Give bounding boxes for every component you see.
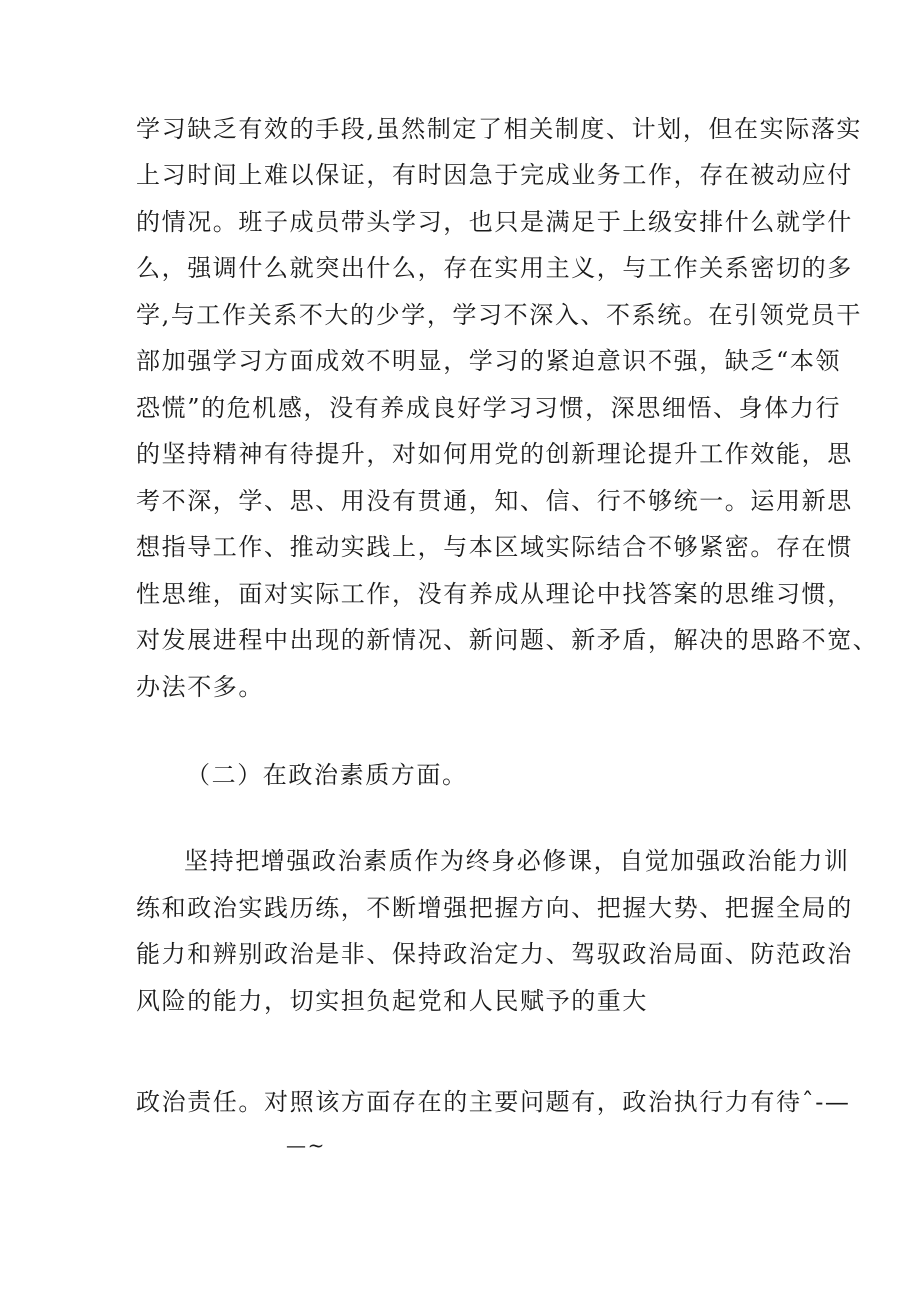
- text-line: 办法不多。: [136, 673, 264, 701]
- text-line: 恐慌”的危机感，没有养成良好学习习惯，深思细悟、身体力行: [136, 394, 842, 422]
- text-line: 上习时间上难以保证，有时因急于完成业务工作，存在被动应付: [136, 161, 853, 189]
- text-fragment: —~: [286, 1133, 326, 1157]
- text-line: 风险的能力，切实担负起党和人民赋予的重大: [136, 987, 648, 1015]
- text-line: 坚持把增强政治素质作为终身必修课，自觉加强政治能力训: [184, 847, 850, 875]
- text-line: 学习缺乏有效的手段,虽然制定了相关制度、计划，但在实际落实: [136, 115, 863, 143]
- text-line: 能力和辨别政治是非、保持政治定力、驾驭政治局面、防范政治: [136, 940, 853, 968]
- text-line: 性思维，面对实际工作，没有养成从理论中找答案的思维习惯，: [136, 580, 853, 608]
- text-line: 想指导工作、推动实践上，与本区域实际结合不够紧密。存在惯: [136, 533, 853, 561]
- text-line: 考不深，学、思、用没有贯通，知、信、行不够统一。运用新思: [136, 487, 853, 515]
- text-line: 对发展进程中出现的新情况、新问题、新矛盾，解决的思路不宽、: [136, 626, 879, 654]
- text-line: 的坚持精神有待提升，对如何用党的创新理论提升工作效能，思: [136, 440, 853, 468]
- text-line: 练和政治实践历练，不断增强把握方向、把握大势、把握全局的: [136, 894, 853, 922]
- section-heading: （二）在政治素质方面。: [186, 761, 468, 789]
- text-line: 政治责任。对照该方面存在的主要问题有，政治执行力有待ˆ-—: [136, 1088, 851, 1116]
- text-line: 学,与工作关系不大的少学，学习不深入、不系统。在引领党员干: [136, 301, 863, 329]
- text-line: 部加强学习方面成效不明显，学习的紧迫意识不强，缺乏“本领: [136, 347, 842, 375]
- text-line: 的情况。班子成员带头学习，也只是满足于上级安排什么就学什: [136, 208, 853, 236]
- text-line: 么，强调什么就突出什么，存在实用主义，与工作关系密切的多: [136, 254, 853, 282]
